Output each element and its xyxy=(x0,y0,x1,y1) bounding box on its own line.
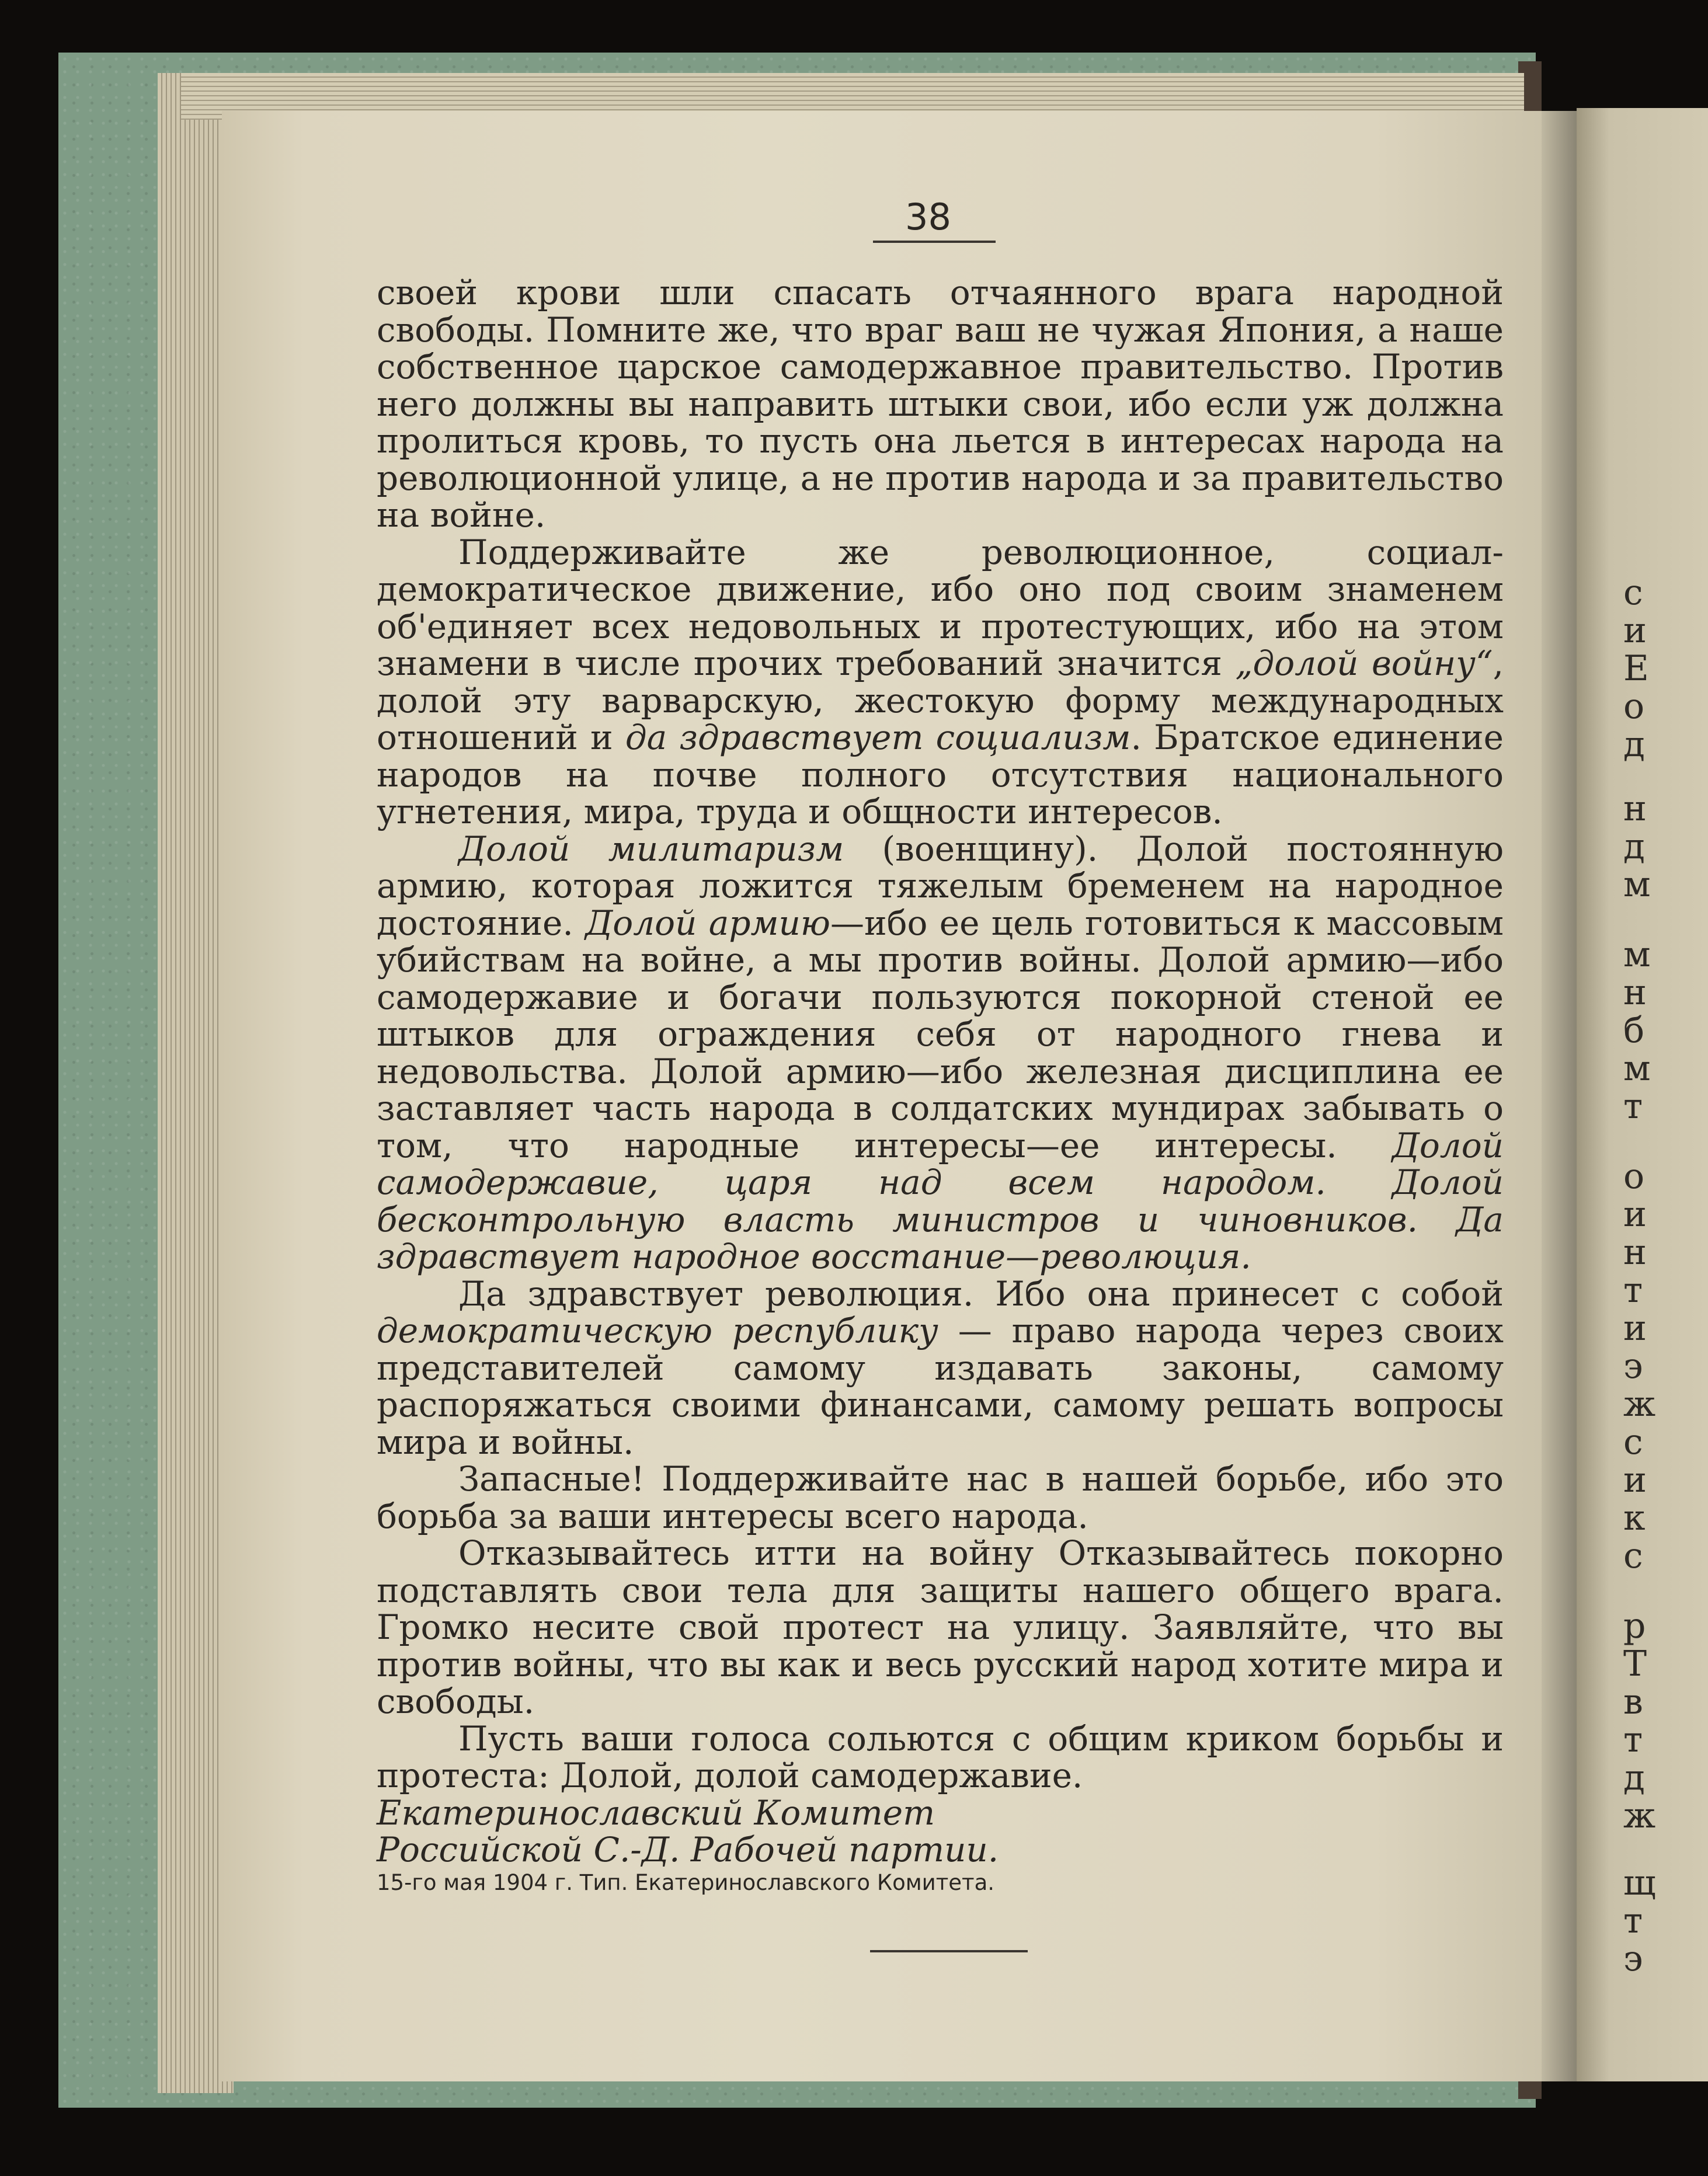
italic-text: „долой войну“ xyxy=(1235,643,1493,683)
italic-text: Долой самодержавие, царя над всем народом. Долой бесконтрольную власть министров и чиновников. Да здравствует народное восстание—революция. xyxy=(377,1125,1504,1276)
italic-text: Долой милитаризм xyxy=(458,828,844,869)
paragraph xyxy=(377,828,1504,1276)
facing-page-letter: э xyxy=(1623,1938,1643,1979)
facing-page-letter: д xyxy=(1623,724,1645,765)
printer-imprint: 15-го мая 1904 г. Тип. Екатеринославского Комитета. xyxy=(377,1869,995,1895)
facing-page-letter: и xyxy=(1623,1460,1647,1500)
facing-page-letter: ж xyxy=(1623,1384,1656,1425)
facing-page-letter: н xyxy=(1623,788,1647,829)
text-run: , долой эту варварскую, жестокую форму международных отношений и xyxy=(377,643,1504,757)
facing-page-letter: р xyxy=(1623,1606,1646,1646)
end-rule xyxy=(870,1950,1028,1952)
facing-page-letter: в xyxy=(1623,1681,1643,1722)
facing-page-letter: м xyxy=(1623,1048,1651,1089)
text-run: (военщину). Долой постоянную армию, которая ложится тяжелым бременем на народное достояние. xyxy=(377,828,1504,943)
paragraph xyxy=(377,534,1504,831)
signature-line-1: Екатеринославский Комитет xyxy=(377,1792,935,1833)
signature-line-2: Российской С.-Д. Рабочей партии. xyxy=(377,1830,999,1869)
facing-page-letter: с xyxy=(1623,572,1643,613)
paragraph-list xyxy=(377,274,1504,1795)
text-run: Пусть ваши голоса сольются с общим криком борьбы и протеста: Долой, долой самодержавие. xyxy=(377,1718,1504,1795)
facing-page-letter: т xyxy=(1623,1270,1643,1311)
facing-page-letter: м xyxy=(1623,934,1651,975)
paragraph xyxy=(377,1535,1504,1721)
facing-page-letter: ж xyxy=(1623,1795,1656,1836)
text-run: своей крови шли спасать отчаянного врага народной свободы. Помните же, что враг ваш не чужая Япония, а наше собственное царское самодержавное правительство. Против него должны вы направить штыки свои, ибо если уж должна пролиться кровь, то пусть она льется в интересах народа на революционной улице, а не против народа и за правительство на войне. xyxy=(377,273,1504,535)
facing-page-letter: с xyxy=(1623,1422,1643,1463)
page-number: 38 xyxy=(905,196,951,238)
facing-page-letter: д xyxy=(1623,826,1645,867)
facing-page-letter: с xyxy=(1623,1536,1643,1576)
paragraph xyxy=(377,274,1504,534)
text-run: Да здравствует революция. Ибо она принесет с собой xyxy=(458,1273,1504,1314)
text-run: . Братское единение народов на почве полного отсутствия национального угнетения, мира, труда и общности интересов. xyxy=(377,718,1504,831)
facing-page-letter: щ xyxy=(1623,1862,1656,1903)
text-run: Запасные! Поддерживайте нас в нашей борьбе, ибо это борьба за ваши интересы всего народа. xyxy=(377,1459,1504,1536)
facing-page-letter: Е xyxy=(1623,648,1649,689)
page-number-rule xyxy=(873,241,996,243)
facing-page-letter: и xyxy=(1623,610,1647,651)
page-body xyxy=(377,274,1504,1897)
facing-page-letter: д xyxy=(1623,1757,1645,1798)
facing-page-letter: т xyxy=(1623,1719,1643,1760)
facing-page-letter: Т xyxy=(1623,1644,1647,1684)
facing-page-letter: к xyxy=(1623,1498,1646,1538)
paragraph xyxy=(377,1461,1504,1535)
text-run: Поддерживайте же революционное, социал-демократическое движение, ибо оно под своим знаменем об'единяет всех недовольных и протестующих, ибо на этом знамени в числе прочих требований значится xyxy=(377,532,1504,683)
facing-page-letter: т xyxy=(1623,1900,1643,1941)
facing-page-letter: н xyxy=(1623,972,1647,1013)
facing-page-letter: б xyxy=(1623,1010,1645,1051)
facing-page-letter: и xyxy=(1623,1308,1647,1349)
facing-page-letter: о xyxy=(1623,686,1645,727)
facing-page-letter: м xyxy=(1623,864,1651,905)
text-run: — право народа через своих представителей самому издавать законы, самому распоряжаться своими финансами, самому решать вопросы мира и войны. xyxy=(377,1311,1504,1462)
paragraph xyxy=(377,1718,1504,1795)
text-run: Отказывайтесь итти на войну Отказывайтесь покорно подставлять свои тела для защиты нашего общего врага. Громко несите свой протест на улицу. Заявляйте, что вы против войны, что вы как и весь русский народ хотите мира и свободы. xyxy=(377,1533,1504,1721)
facing-page-letter: н xyxy=(1623,1232,1647,1273)
facing-page-letter: о xyxy=(1623,1156,1645,1197)
text-run: —ибо ее цель готовиться к массовым убийствам на войне, а мы против войны. Долой армию—ибо самодержавие и богачи пользуются покорной стеной ее штыков для ограждения себя от народного гнева и недовольства. Долой армию—ибо железная дисциплина ее заставляет часть народа в солдатских мундирах забывать о том, что народные интересы—ее интересы. xyxy=(377,903,1504,1165)
facing-page xyxy=(1577,108,1708,2081)
italic-text: Долой армию xyxy=(585,903,830,943)
paragraph xyxy=(377,1273,1504,1462)
facing-page-letter: э xyxy=(1623,1346,1643,1387)
facing-page-letter: т xyxy=(1623,1086,1643,1127)
facing-page-letter: и xyxy=(1623,1194,1647,1235)
italic-text: демократическую республику xyxy=(377,1311,938,1350)
italic-text: да здравствует социализм xyxy=(625,718,1131,757)
